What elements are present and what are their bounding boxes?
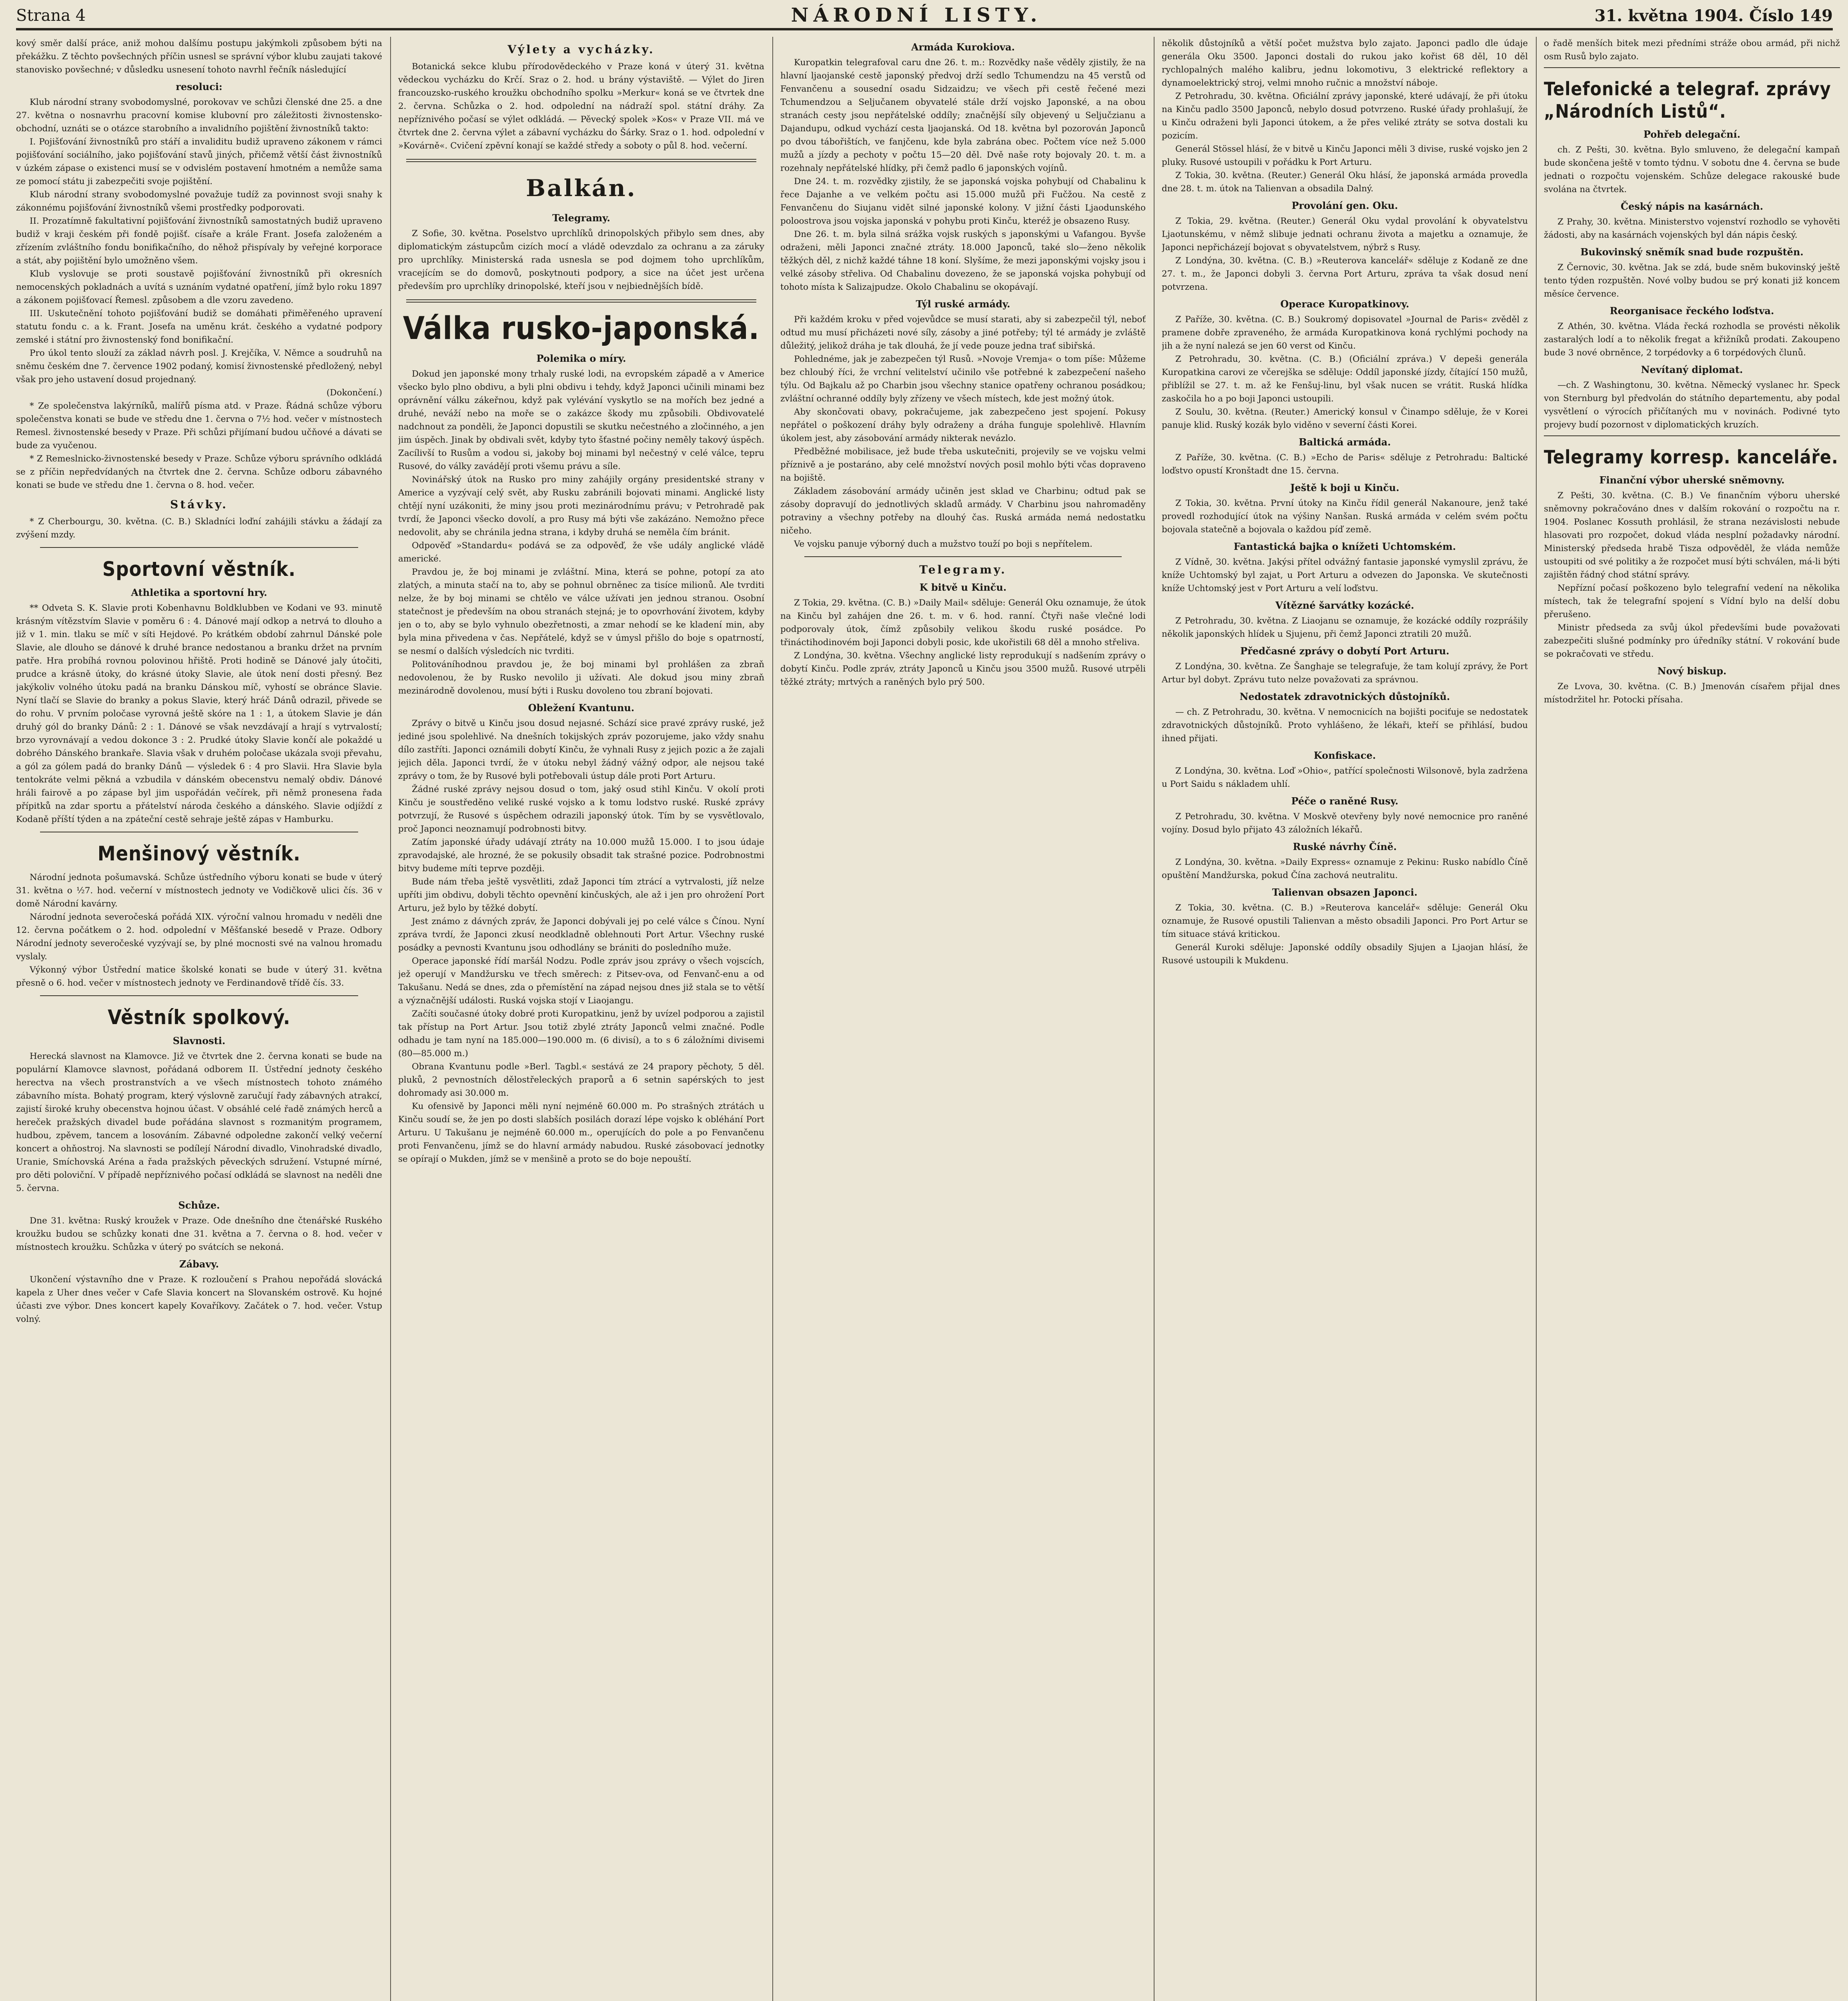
- article-text: Dne 24. t. m. rozvědky zjistily, že se japonská vojska pohybují od Chabalinu k řece Dajanhe a ve velkém počtu asi 15.000 mužů při Fučžou. Na cestě z Fenvančenu do Siujanu vidět silné japonské kolony. V jižní části Ljaodunského poloostrova jsou vojska japonská v pohybu proti Kinču, kteréž je obsazeno Rusy.: [780, 176, 1146, 226]
- subsection-heading: Fantastická bajka o knížeti Uchtomském.: [1233, 541, 1456, 552]
- section-heading: resoluci:: [176, 81, 222, 92]
- article-text: Žádné ruské zprávy nejsou dosud o tom, jaký osud stihl Kinču. V okolí proti Kinču je soustředěno veliké ruské vojsko a k tomu lodstvo ruské. Ruské zprávy potvrzují, že Rusové s úspěchem odrazili japonský útok. Tím by se vysvětlovalo, proč Japonci neoznamují podrobnosti bitvy.: [398, 784, 764, 834]
- article-text: Předběžné mobilisace, jež bude třeba uskutečniti, projevily se ve vojsku velmi příznivě a je postaráno, aby celé množství nových posil mohlo býti včas dopraveno na bojiště.: [780, 447, 1146, 483]
- article-text: Z Tokia, 30. května. (Reuter.) Generál Oku hlásí, že japonská armáda provedla dne 28. t. m. útok na Talienvan a obsadila Dalný.: [1162, 170, 1528, 194]
- article-text: Ze Lvova, 30. května. (C. B.) Jmenován císařem přijal dnes místodržitel hr. Potocki přísaha.: [1544, 682, 1840, 705]
- article-text: Výkonný výbor Ústřední matice školské konati se bude v úterý 31. května přesně o 6. hod. večer v místnostech jednoty ve Ferdinandově třídě čís. 33.: [16, 965, 382, 988]
- article-text: * Z Cherbourgu, 30. května. (C. B.) Skladníci loďní zahájili stávku a žádají za zvýšení mzdy.: [16, 517, 382, 540]
- article-text: Operace japonské řídí maršál Nodzu. Podle zpráv jsou zprávy o všech vojscích, jež operují v Mandžursku ve třech směrech: z Pitsev-ova, od Fenvanč-enu a od Takušanu. Nedá se dnes, zda o přemístění na západ nejsou dnes již stala se to větší a význačnější události. Ruská vojska stojí v Liaojangu.: [398, 956, 764, 1006]
- column-1: [16, 37, 382, 2001]
- article-text: Z Paříže, 30. května. (C. B.) Soukromý dopisovatel »Journal de Paris« zvěděl z pramene dobře zpraveného, že armáda Kuropatkinova koná rychlými pochody na jih a že nyní nalezá se jen 60 verst od Kinču.: [1162, 315, 1528, 351]
- notice: * Ze společenstva lakýrníků, malířů písma atd. v Praze. Řádná schůze výboru společenstva konati se bude ve středu dne 1. června o 7½ hod. večer v místnostech Remesl. živnostenské besedy v Praze. Při schůzi přijímaní budou učňové a dávati se bude za vyučenou.: [16, 401, 382, 451]
- article-text: Z Londýna, 30. května. Všechny anglické listy reprodukují s nadšením zprávy o dobytí Kinču. Podle zpráv, ztráty Japonců u Kinču jsou 3500 mužů. Rusové utrpěli těžké ztráty; mrtvých a raněných bylo prý 500.: [780, 651, 1146, 687]
- article-text: Z Pešti, 30. května. (C. B.) Ve finančním výboru uherské sněmovny pokračováno dnes v dalším rokování o rozpočtu na r. 1904. Poslanec Kossuth prohlásil, že strana nezávislosti nebude hlasovati pro rozpočet, dokud vláda nesplní požadavky národní. Ministerský předseda hrabě Tisza odpověděl, že vláda nemůže ustoupiti od své politiky a že rozpočet musí býti schválen, má-li býti zajištěn řádný chod státní správy.: [1544, 491, 1840, 580]
- subsection-heading: K bitvě u Kinču.: [919, 581, 1007, 593]
- article-text: Ministr předseda za svůj úkol předevšími bude považovati zabezpečiti slušné podmínky pro úředníky státní. V rokování bude se pokračovati ve středu.: [1544, 623, 1840, 659]
- column-2: [398, 37, 764, 2001]
- subsection-heading: Operace Kuropatkinovy.: [1280, 298, 1409, 310]
- article-text: ** Odveta S. K. Slavie proti Kobenhavnu Boldklubben ve Kodani ve 93. minutě krásným vítězstvím Slavie v poměru 6 : 4. Dánové mají odkop a netrvá to dlouho a již v 1. min. tlaku se míč v síti Hejdové. Po krátkém období zahrnul Dánské pole Slavie, ale dlouho se dánové k druhé brance nedostanou a branku držet na prvním patře. Hra probíhá rovnou polovinou hřiště. Proti hodině se Dánové jaly útočiti, prudce a krásně útoky, do krásné útoky Slavie, ale útok není dosti přesný. Bez jakýkoliv volného útoku padá na branku Dánskou míč, vyhostí se obránce Slavie. Nyní tlačí se Slavie do branky a pokus Slavie, který hráč Dánů odrazil, přivede se do rohu. V prvním poločase vyrovná ještě skóre na 1 : 1, a útokem Slavie je dán druhý gól do branky Dánů: 2 : 1. Dánové se však nevzdávají a hrají s vytrvalostí; brzo vyrovnávají a vedou dokonce 3 : 2. Prudké útoky Slavie končí ale pokaždé u dobrého Dánského brankaře. Slavia však v druhém poločase ukázala svoji převahu, a gól za gólem padá do branky Dánů — výsledek 6 : 4 pro Slavii. Hra Slavie byla tentokráte velmi pěkná a vzbudila v dánském obecenstvu nemalý obdiv. Dánové hráli fairově a po zápase byl jim uspořádán večírek, při němž pronesena řada přípitků na zdar sportu a přátelství národa českého a dánského. Slavie odjíždí z Kodaně příští týden a na zpáteční cestě sehraje ještě zápas v Hamburku.: [16, 603, 382, 824]
- column-5: [1544, 37, 1840, 2001]
- subsection-heading: Armáda Kurokiova.: [911, 41, 1015, 53]
- article-text: Aby skončovati obavy, pokračujeme, jak zabezpečeno jest spojení. Pokusy nepřátel o poškození dráhy byly odraženy a dráha funguje spolehlivě. Hlavním úkolem jest, aby zásobování armády nikterak nevázlo.: [780, 407, 1146, 443]
- article-text: o řadě menších bitek mezi předními stráže obou armád, při nichž osm Rusů bylo zajato.: [1544, 38, 1840, 62]
- article-text: Při každém kroku v před vojevůdce se musí starati, aby si zabezpečil týl, neboť odtud mu musí přicházeti nové síly, zásoby a jiné potřeby; týl té armády je zvláště důležitý, jelikož dráha je tak dlouhá, že jí vede pouze jedna trať sibiřská.: [780, 315, 1146, 351]
- subsection-heading: Český nápis na kasárnách.: [1620, 201, 1764, 212]
- column-rule: [772, 37, 773, 2001]
- article-text: Herecká slavnost na Klamovce. Již ve čtvrtek dne 2. června konati se bude na populární Klamovce slavnost, pořádaná odborem II. Ústřední jednoty českého herectva na všech prostranstvích a ve všech místnostech tohoto známého zábavního místa. Bohatý program, který výslovně zaručují řady zábavných atrakcí, zajistí široké kruhy obecenstva hojnou účast. V obsáhlé celé řadě známých herců a hereček pražských divadel bude pořádána slavnost s rozmanitým programem, hudbou, zpěvem, tancem a losováním. Zábavné odpoledne zakončí velký večerní koncert a ohňostroj. Na slavnosti se podílejí Národní divadlo, Vinohradské divadlo, Uranie, Smíchovská Aréna a řada pražských pěveckých sdružení. Vstupné mírné, pro děti poloviční. V případě nepříznivého počasí odkládá se slavnost na neděli dne 5. června.: [16, 1051, 382, 1193]
- subsection-heading: Konfiskace.: [1313, 750, 1376, 761]
- article-text: Ve vojsku panuje výborný duch a mužstvo touží po boji s nepřítelem.: [794, 539, 1092, 549]
- subsection-heading: Schůze.: [178, 1199, 220, 1211]
- article-text: Z Tokia, 29. května. (C. B.) »Daily Mail« sděluje: Generál Oku oznamuje, že útok na Kinču byl zahájen dne 26. t. m. v 6. hod. ranní. Čtyři naše vlečné lodi podporovaly útok, čímž způsobily velikou škodu ruské posádce. Po třináctihodinovém boji Japonci dobyli posic, kde ukořistili 68 děl a mnoho střeliva.: [780, 598, 1146, 648]
- subsection-heading: Bukovinský sněmík snad bude rozpuštěn.: [1580, 246, 1804, 258]
- subsection-heading: Athletika a sportovní hry.: [131, 587, 267, 598]
- subsection-heading: Polemika o míry.: [536, 353, 626, 364]
- article-text: Z Černovic, 30. května. Jak se zdá, bude sněm bukovinský ještě tento týden rozpuštěn. Nové volby budou se prý konati již koncem měsíce července.: [1544, 263, 1840, 299]
- article-text: Z Londýna, 30. května. »Daily Express« oznamuje z Pekinu: Rusko nabídlo Číně opuštění Mandžurska, pokud Čína zachová neutralitu.: [1162, 857, 1528, 880]
- article-text: Z Londýna, 30. května. Ze Šanghaje se telegrafuje, že tam kolují zprávy, že Port Artur byl dobyt. Zprávu tuto nelze považovati za správnou.: [1162, 662, 1528, 685]
- article-text: Klub národní strany svobodomyslné, porokovav ve schůzi členské dne 25. a dne 27. května o nosnavrhu pracovní komise klubovní pro záležitosti živnostensko-obchodní, uznáti se o otázce starobního a invalidního pojištění živnostníků takto:: [16, 97, 382, 134]
- article-text: Obrana Kvantunu podle »Berl. Tagbl.« sestává ze 24 prapory pěchoty, 5 děl. pluků, 2 pevnostních dělostřeleckých praporů a 6 setnin sapérských to jest dohromady asi 30.000 m.: [398, 1062, 764, 1098]
- article-text: Základem zásobování armády učiněn jest sklad ve Charbinu; odtud pak se zásoby dopravují do jednotlivých skladů armády. V Charbinu jsou nahromaděny potraviny a všechny potřeby na dlouhý čas. Ruská armáda nemá nedostatku ničeho.: [780, 486, 1146, 536]
- article-text: Dne 31. května: Ruský kroužek v Praze. Ode dnešního dne čtenářské Ruského kroužku budou se schůzky konati dne 31. května a 7. června o 8. hod. večer v místnostech kroužku. Schůzka v úterý po svátcích se nekoná.: [16, 1216, 382, 1252]
- article-text: I. Pojišťování živnostníků pro stáří a invaliditu budiž upraveno zákonem v rámci pojišťování sociálního, jako pojišťování stavů jiných, přičemž větší část živnostníků v úzkém zápase o existenci musí se v odvislém postavení hmotném a nemůže sama ze pomocí státu ji zabezpečiti svoje pojištění.: [16, 137, 382, 186]
- page-number: Strana 4: [16, 6, 86, 25]
- article-text: Jest známo z dávných zpráv, že Japonci dobývali jej po celé válce s Čínou. Nyní zpráva tvrdí, že Japonci zkusí neodkladně oblehnouti Port Artur. Všechny ruské posádky a pevnosti Kvantunu jsou odhodlány se brániti do posledního muže.: [398, 916, 764, 953]
- subsection-heading: Reorganisace řeckého loďstva.: [1609, 305, 1774, 317]
- column-rule: [390, 37, 391, 2001]
- issue-date: 31. května 1904. Číslo 149: [1594, 6, 1833, 25]
- article-text: Ukončení výstavního dne v Praze. K rozloučení s Prahou nepořádá slovácká kapela z Uher dnes večer v Cafe Slavia koncert na Slovanském ostrově. Ku hojné účasti zve výbor. Dnes koncert kapely Kovaříkovy. Začátek o 7. hod. večer. Vstup volný.: [16, 1275, 382, 1324]
- section-heading: Telegramy.: [919, 563, 1007, 576]
- section-heading: Výlety a vycházky.: [507, 43, 655, 56]
- subsection-heading: Ještě k boji u Kinču.: [1290, 482, 1399, 493]
- article-text: Pravdou je, že boj minami je zvláštní. Mina, která se pohne, potopí za ato zlatých, a minuta stačí na to, aby se pohnul obrněnec za tisíce milionů. Ale tvrditi nelze, že by boj minami se chtělo ve válce užívati jen jednou stranou. Osobní statečnost je především na obou stranách stejná; je to opovrhování životem, kdyby jen o to, aby se bylo vyhnulo obezřetnosti, a zmar nehodí se ke kladení min, aby byla mina přivedena v čas. Nepřátelé, když se v úmysl přišlo do boje s opatrností, se nesmí o dalších výsledcích nic tvrditi.: [398, 567, 764, 656]
- article-text: Z Sofie, 30. května. Poselstvo uprchlíků drinopolských přibylo sem dnes, aby diplomatickým zástupcům cizích mocí a vládě odevzdalo za ochranu a za záruky pro uprchlíky. Ministerská rada usnesla se pod dojmem toho uprchlíkům, vracejícím se do domovů, poskytnouti podpory, a sice na účet jest určena především pro uprchlíky drinopolské, kteří jsou v nejbiednějších bídě.: [398, 229, 764, 291]
- subsection-heading: Telegramy.: [552, 212, 610, 224]
- subsection-heading: Předčasné zprávy o dobytí Port Arturu.: [1240, 645, 1449, 657]
- article-text: Z Londýna, 30. května. Loď »Ohio«, patřící společnosti Wilsonově, byla zadržena u Port Saidu s nákladem uhlí.: [1162, 766, 1528, 789]
- article-text: kový směr další práce, aniž mohou dalšímu postupu jakýmkoli způsobem býti na překážku. Z těchto povšechných příčin usnesl se správní výbor klubu zaujati takové stanovisko povšechné; v důsledku usnesení tohoto navrhl řečník následující: [16, 38, 382, 75]
- section-title: Sportovní věstník.: [102, 557, 296, 581]
- article-text: Z Paříže, 30. května. (C. B.) »Echo de Paris« sděluje z Petrohradu: Baltické loďstvo opustí Kronštadt dne 15. června.: [1162, 453, 1528, 476]
- article-text: II. Prozatímně fakultativní pojišťování živnostníků samostatných budiž upraveno budiž v kraji českém při fondě pojišť. císaře a krále Frant. Josefa založeném a zřízením zvláštního fondu bonifikačního, do něhož přispívaly by veřejné korporace a stát, aby pojištění bylo umožněno všem.: [16, 216, 382, 266]
- article-text: Z Tokia, 30. května. (C. B.) »Reuterova kancelář« sděluje: Generál Oku oznamuje, že Rusové opustili Talienvan a město obsadili Japonci. Pro Port Artur se tím situace stává kritickou.: [1162, 903, 1528, 939]
- section-title: Menšinový věstník.: [97, 842, 301, 865]
- article-text: Z Athén, 30. května. Vláda řecká rozhodla se provésti několik zastaralých lodí a to několik fregat a křižníků prodati. Zakoupeno bude 3 nové obrněnce, 2 torpédovky a 6 torpédových člunů.: [1544, 321, 1840, 358]
- subsection-heading: Provolání gen. Oku.: [1291, 200, 1398, 211]
- article-text: Z Tokia, 29. května. (Reuter.) Generál Oku vydal provolání k obyvatelstvu Ljaotunskému, v němž slibuje jednati ochranu života a majetku a oznamuje, že Japonci nepřicházejí bojovat s obyvatelstvem, nýbrž s Rusy.: [1162, 216, 1528, 253]
- subsection-heading: Týl ruské armády.: [916, 298, 1010, 310]
- subsection-heading: Vítězné šarvátky kozácké.: [1275, 599, 1414, 611]
- newspaper-title: NÁRODNÍ LISTY.: [791, 4, 1042, 26]
- article-text: Z Soulu, 30. května. (Reuter.) Americký konsul v Činampo sděluje, že v Korei panuje klid. Ruský kozák bylo viděno v severní části Korei.: [1162, 407, 1528, 430]
- article-text: — ch. Z Petrohradu, 30. května. V nemocnicích na bojišti pociťuje se nedostatek zdravotnických důstojníků. Proto vyhlášeno, že lékaři, kteří se přihlásí, budou ihned přijati.: [1162, 707, 1528, 744]
- article-text: Generál Kuroki sděluje: Japonské oddíly obsadily Sjujen a Ljaojan hlásí, že Rusové ustoupili k Mukdenu.: [1162, 942, 1528, 966]
- subsection-heading: Ruské návrhy Číně.: [1293, 841, 1397, 852]
- divider: [1544, 435, 1840, 436]
- article-text: Zatím japonské úřady udávají ztráty na 10.000 mužů 15.000. I to jsou údaje zpravodajské, ale hrozné, že se pokusily obsadit tak strašné pozice. Podrobnostmi bitvy budeme míti teprve později.: [398, 837, 764, 874]
- article-text: Pohlednéme, jak je zabezpečen týl Rusů. »Novoje Vremja« o tom píše: Můžeme bez chloubý říci, že vrchní velitelství učinilo vše potřebné k zabezpečení našeho týlu. Od Bajkalu až po Charbin jsou všechny stanice opatřeny ochranou posádkou; zvláštní ochranné oddíly byly zřízeny ve všech místech, kde jest možný útok.: [780, 354, 1146, 404]
- article-text: Klub vyslovuje se proti soustavě pojišťování živnostníků při okresních nemocenských pokladnách a uvítá s uznáním vydatné opatření, jímž bylo roku 1897 a zákonem pojišťovací Řemesl. způsobem a dle vzoru zavedeno.: [16, 269, 382, 305]
- article-text: Národní jednota severočeská pořádá XIX. výroční valnou hromadu v neděli dne 12. června počátkem o 2. hod. odpolední v Měšťanské besedě v Praze. Odbory Národní jednoty severočeské vyzývají se, by plné mocnosti své na valnou hromadu vyslaly.: [16, 912, 382, 962]
- article-text: Z Londýna, 30. května. (C. B.) »Reuterova kancelář« sděluje z Kodaně ze dne 27. t. m., že Japonci dobyli 3. června Port Arturu, zpráva ta však dosud není potvrzena.: [1162, 256, 1528, 292]
- continued-note: (Dokončení.): [326, 388, 382, 398]
- section-heading: Stávky.: [170, 498, 228, 511]
- section-title: Válka rusko-japonská.: [403, 311, 760, 347]
- masthead: [16, 4, 1833, 30]
- divider: [1544, 67, 1840, 68]
- divider: [406, 299, 756, 303]
- article-text: Nepřízní počasí poškozeno bylo telegrafní vedení na několika místech, tak že telegrafní spojení s Vídní bylo na delší dobu přerušeno.: [1544, 583, 1840, 620]
- section-title: Balkán.: [526, 174, 637, 202]
- article-text: Z Vídně, 30. května. Jakýsi přítel odvážný fantasie japonské vymyslil zprávu, že kníže Uchtomský byl zajat, u Port Arturu a odvezen do Japonska. Ve skutečnosti kníže Uchtomský jest v Port Arturu a velí loďstvu.: [1162, 557, 1528, 593]
- subsection-heading: Baltická armáda.: [1299, 436, 1391, 448]
- article-text: Generál Stössel hlásí, že v bitvě u Kinču Japonci měli 3 divise, ruské vojsko jen 2 pluky. Rusové ustoupili v pořádku k Port Arturu.: [1162, 144, 1528, 167]
- article-text: Ku ofensivě by Japonci měli nyní nejméně 60.000 m. Po strašných ztrátách u Kinču soudí se, že jen po dosti slabších posilách dorazí lépe vojsko k obléhání Port Arturu. U Takušanu je nejméně 60.000 m., operujících do pole a po Fenvančenu proti Fenvančenu, jímž se do hlavní armády nabudou. Ruské zásobovací jednotky se opírají o Mukden, jímž se v menšině a proto se do boje nepouští.: [398, 1101, 764, 1164]
- section-title: Telefonické a telegraf. zprávy „Národních Listů“.: [1544, 78, 1831, 122]
- subsection-heading: Slavnosti.: [172, 1035, 226, 1047]
- divider: [804, 556, 1122, 557]
- article-text: Začíti současné útoky dobré proti Kuropatkinu, jenž by uvízel podporou a zajistil tak přístup na Port Artur. Jsou totiž zbylé ztráty Japonců velmi značné. Podle odhadu je tam nyní na 185.000—190.000 m. (6 divisí), a to s 6 záložními divisemi (80—85.000 m.): [398, 1009, 764, 1059]
- article-text: Klub národní strany svobodomyslné považuje tudíž za povinnost svoji snahy k zákonnému pojišťování živnostníků všemi prostředky podporovati.: [16, 190, 382, 213]
- section-title: Věstník spolkový.: [108, 1006, 291, 1029]
- article-text: Dne 26. t. m. byla silná srážka vojsk ruských s japonskými u Vafangou. Byvše odraženi, měli Japonci značné ztráty. 18.000 Japonců, také slo—ženo několik těžkých děl, z nichž každé táhne 18 koní. Slyšíme, že mezi japonskými vojsky jsou i velké zásoby střeliva. Od Chabalinu dovezeno, že se japonská vojska pohybují od tohoto místa k Salizajpudze. Okolo Chabalinu se okopávají.: [780, 229, 1146, 292]
- notice: * Z Remeslnicko-živnostenské besedy v Praze. Schůze výboru správního odkládá se z příčin nepředvídaných na čtvrtek dne 2. června. Schůze odboru zábavného konati se bude ve středu dne 1. června o 8. hod. večer.: [16, 454, 382, 490]
- article-text: Národní jednota pošumavská. Schůze ústředního výboru konati se bude v úterý 31. května o ½7. hod. večerní v místnostech jednoty ve Vodičkově ulici čís. 36 v domě Národní kavárny.: [16, 872, 382, 909]
- divider: [406, 159, 756, 162]
- article-text: Dokud jen japonské mony trhaly ruské lodi, na evropském západě a v Americe všecko bylo plno obdivu, a byli plni obdivu i tehdy, když Japonci učinili minami bez oprávnění válku zákeřnou, když pak vylévání vyskytlo se na mořích bez jedné a druhé, neváží nebo na moře se o zakázce škody mu způsobili. Obdivovatelé nadchnout za ponděli, že Japonci dopustili se skutku nečestného a zločinného, a jen jim úspěch. Jinak by obdivali svět, kdyby tyto šťastné počiny neměly takový úspěch. Zacílivší to Rusům a vodou si, jakoby boj minami byl nečestný v celé válce, tepru Rusové, do války zavádějí proti všemu právu a síle.: [398, 369, 764, 471]
- divider: [40, 995, 358, 996]
- article-text: Kuropatkin telegrafoval caru dne 26. t. m.: Rozvědky naše věděly zjistily, že na hlavní ljaojanské cestě japonský předvoj drží sedlo Tchumendzu na 45 verstů od Fenvančenu a sousední osadu Sidzaidzu; ve všech při cestě řečené mezi Tchumendzou a Seljučanem obyvatelé stále drží vojsko Japonské, a na obou stranách cesty jsou nepřátelské oddíly; značnější síly objevený u Seljučzianu a Dajandupu, odkud vychází cesta ljaojanská. Od 18. května byl pozorován Japonců po dvou tábořištích, ve fanjčenu, kde byla zabrána obec. Počtem více než 5.000 mužů a jízdy a pechoty v počtu 15—20 děl. Dvě naše roty bojovaly 20. t. m. a rozehnaly nepřátelské hlídky, při čemž padlo 6 japonských vojínů.: [780, 58, 1146, 173]
- article-text: Politováníhodnou pravdou je, že boj minami byl prohlášen za zbraň nedovolenou, že by Rusko nevolilo ji užívati. Ale dokud jsou miny zbraň mezinárodně dovolenou, musí býti i Rusku dovoleno tou zbraní bojovati.: [398, 660, 764, 696]
- article-text: III. Uskutečnění tohoto pojišťování budiž se domáhati přiměřeného upravení statutu fondu c. a k. Frant. Josefa na uměnu krát. českého a vydatné podpory zemské i státní pro živnostenský fond bonifikační.: [16, 309, 382, 345]
- article-text: Odpověď »Standardu« podává se za odpověď, že vše udály anglické vládě americké.: [398, 541, 764, 564]
- article-text: Botanická sekce klubu přírodovědeckého v Praze koná v úterý 31. května vědeckou vycházku do Krčí. Sraz o 2. hod. u brány výstaviště. — Výlet do Jiren francouzsko-ruského kroužku obchodního spolku »Merkur« koná se ve čtvrtek dne 2. června. Schůzka o 2. hod. odpolední na nádraží spol. státní dráhy. Za nepříznivého počasí se výlet odkládá. — Pěvecký spolek »Kos« v Praze VII. má ve čtvrtek dne 2. června výlet a zábavní vycházku do Šárky. Sraz o 1. hod. odpolední v »Kovárně«. Cvičení zpěvní konají se každé středy a soboty o půl 8. hod. večerní.: [398, 62, 764, 151]
- article-text: —ch. Z Washingtonu, 30. května. Německý vyslanec hr. Speck von Sternburg byl předvolán do státního departementu, aby podal vysvětlení o výrocích přičítaných mu v novinách. Podivné tyto projevy budí pozornost v diplomatických kruzích.: [1544, 380, 1840, 430]
- subsection-heading: Nevítaný diplomat.: [1641, 364, 1743, 375]
- article-text: Bude nám třeba ještě vysvětliti, zdaž Japonci tím ztrácí a vytrvalosti, jíž nelze upříti jim obdivu, dobyli těchto opevnění kinčuských, ale až i jen pro ohrožení Port Arturu, jež bylo by těžké dobytí.: [398, 877, 764, 913]
- subsection-heading: Talienvan obsazen Japonci.: [1272, 886, 1418, 898]
- subsection-heading: Obležení Kvantunu.: [528, 702, 635, 714]
- article-text: ch. Z Pešti, 30. května. Bylo smluveno, že delegační kampaň bude skončena ještě v tomto týdnu. V sobotu dne 4. června se bude jednati o rozpočtu vojenském. Schůze delegace rakouské bude svolána na čtvrtek.: [1544, 145, 1840, 194]
- article-text: Novinářský útok na Rusko pro miny zahájily orgány presidentské strany v Americe a vyzývají celý svět, aby Rusku zabránili bojovati minami. Anglické listy chtějí nyní uzákoniti, že miny jsou proti mezinárodnímu právu; v Petrohradě pak tvrdí, že Japonci všecko dovolí, a pro Rusy má býti vše zakázáno. Nemožno přece nedovolit, aby se chránila jedna strana, i kdyby druhá se neměla čím bránit.: [398, 475, 764, 537]
- subsection-heading: Zábavy.: [179, 1258, 219, 1270]
- article-text: Pro úkol tento slouží za základ návrh posl. J. Krejčíka, V. Němce a soudruhů na sněmu českém dne 7. července 1902 podaný, komisí živnostenské předložený, nebyl však pro jeho ustavení dosud projednaný.: [16, 348, 382, 385]
- column-rule: [1536, 37, 1537, 2001]
- article-text: Z Tokia, 30. května. První útoky na Kinču řídil generál Nakanoure, jenž také provedl rozhodující útok na výšiny Nanšan. Ruská armáda v celém svém počtu bojovala statečně a bojovala o každou píď země.: [1162, 498, 1528, 535]
- article-text: Z Petrohradu, 30. května. V Moskvě otevřeny byly nové nemocnice pro raněné vojíny. Dosud bylo přijato 43 záložních lékařů.: [1162, 812, 1528, 835]
- column-3: [780, 37, 1146, 2001]
- subsection-heading: Péče o raněné Rusy.: [1291, 795, 1399, 807]
- subsection-heading: Pohřeb delegační.: [1643, 128, 1741, 140]
- divider: [40, 547, 358, 548]
- article-text: Z Prahy, 30. května. Ministerstvo vojenství rozhodlo se vyhověti žádosti, aby na kasárnách vojenských byl dán nápis český.: [1544, 217, 1840, 240]
- article-text: Z Petrohradu, 30. května. (C. B.) (Oficiální zpráva.) V depeši generála Kuropatkina carovi ze včerejška se sděluje: Oddíl japonské jízdy, čítající 150 mužů, přiblížil se 27. t. m. až ke Fenšuj-linu, byl však nucen se vrátit. Ruská hlídka zaskočila ho a po boji Japonci ustoupili.: [1162, 354, 1528, 404]
- section-title: Telegramy korresp. kanceláře.: [1544, 446, 1838, 468]
- subsection-heading: Nový biskup.: [1657, 665, 1727, 677]
- column-4: [1162, 37, 1528, 2001]
- article-text: Z Petrohradu, 30. května. Oficiální zprávy japonské, které udávají, že při útoku na Kinču padlo 3500 Japonců, nebylo dosud potvrzeno. Ruské úřady prohlašují, že u Kinču odraženi byli Japonci útokem, a že přes veliké ztráty se sotva dostali ku pozicím.: [1162, 91, 1528, 141]
- article-text: Zprávy o bitvě u Kinču jsou dosud nejasné. Schází sice pravé zprávy ruské, jež jediné jsou spolehlivé. Na dnešních tokijských zpráv pozorujeme, jako vždy snahu dílo zastříti. Japonci oznámili dobytí Kinču, že vyhnali Rusy z jejich pozic a že zajali jejich děla. Japonci tvrdí, že v útoku nebyl žádný vážný odpor, ale nejsou také zprávy o tom, že by Rusové byli potřebovali ústup dále proti Port Arturu.: [398, 718, 764, 781]
- subsection-heading: Nedostatek zdravotnických důstojníků.: [1239, 691, 1450, 702]
- subsection-heading: Finanční výbor uherské sněmovny.: [1599, 474, 1785, 486]
- article-text: Z Petrohradu, 30. května. Z Liaojanu se oznamuje, že kozácké oddíly rozprášily několik japonských hlídek u Sjujenu, při čemž Japonci ztratili 20 mužů.: [1162, 616, 1528, 639]
- article-text: několik důstojníků a větší počet mužstva bylo zajato. Japonci padlo dle údaje generála Oku 3500. Japonci dostali do rukou jako kořist 68 děl, 10 děl rychlopalných malého kalibru, jednu lokomotivu, 3 elektrické reflektory a dynamoelektrický stroj, velmi mnoho ručnic a množství náboje.: [1162, 38, 1528, 88]
